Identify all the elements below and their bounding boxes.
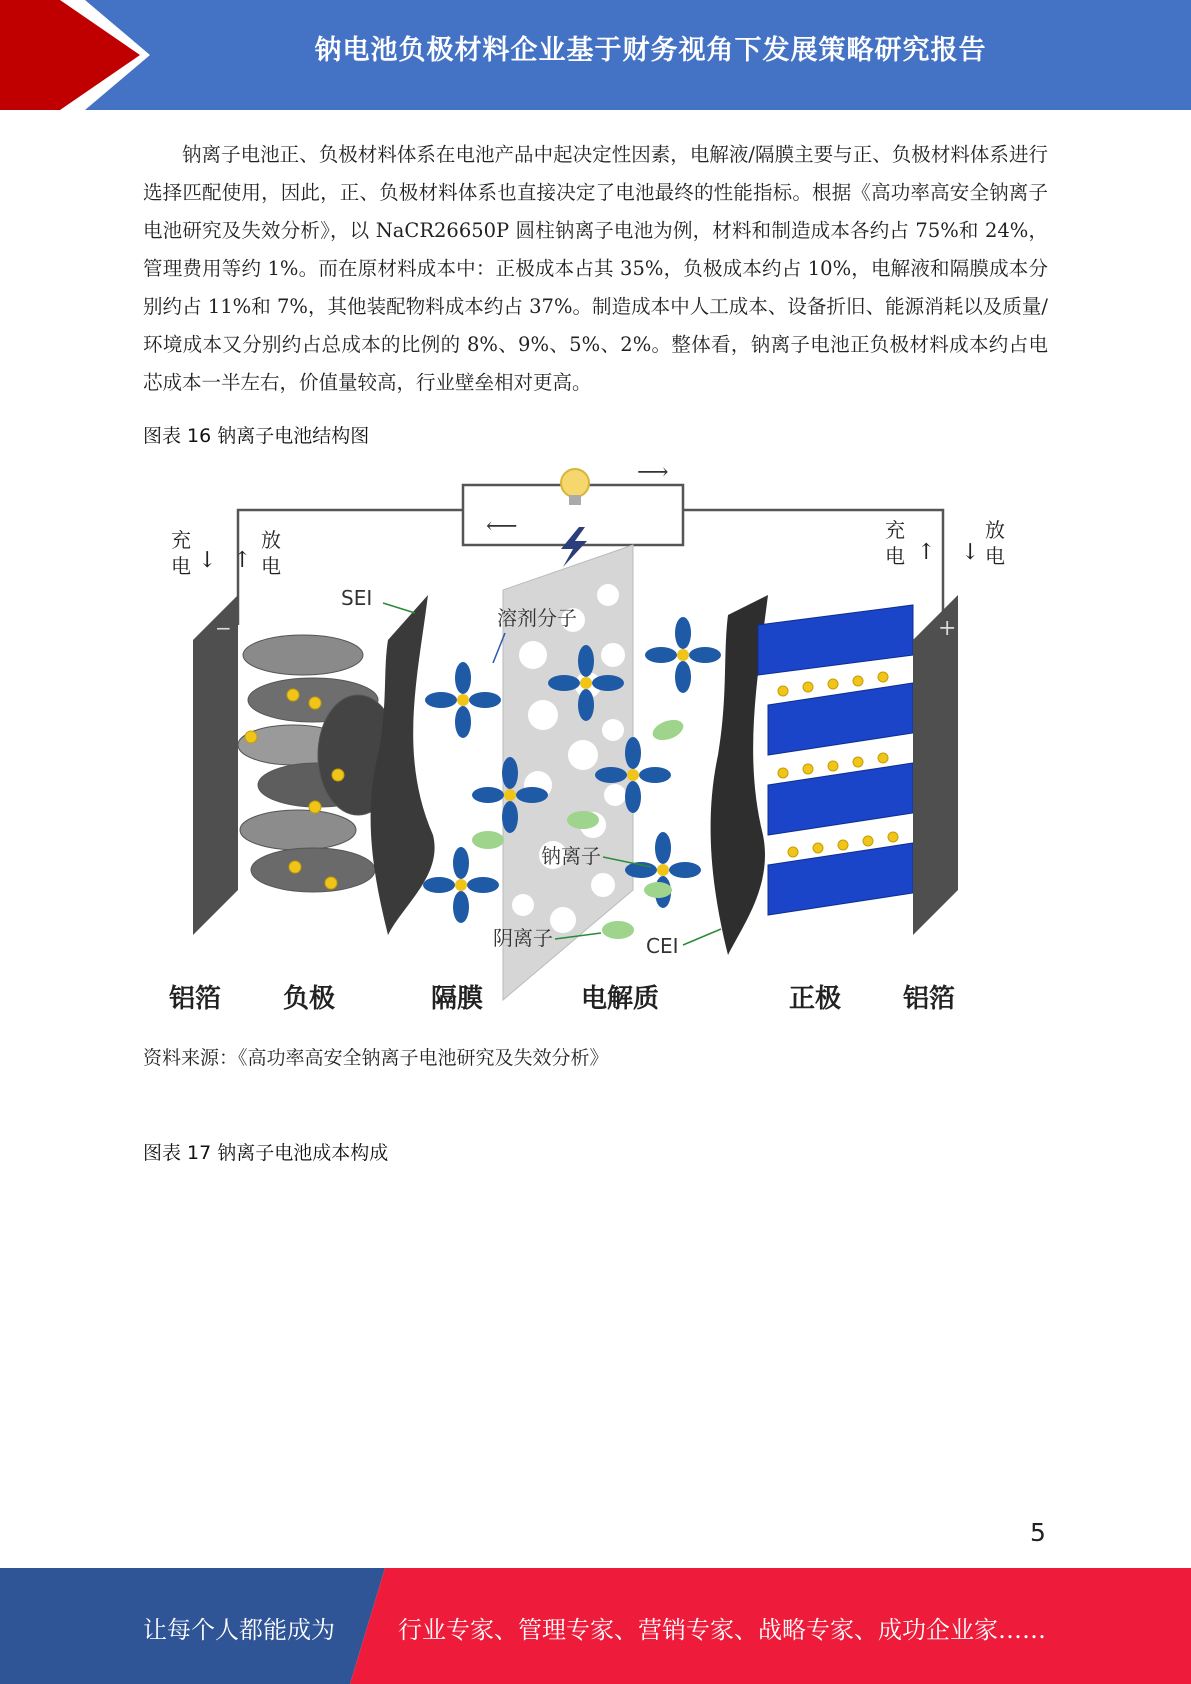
charge-label-left-2: 电 xyxy=(171,554,191,578)
discharge-label-right-2: 电 xyxy=(985,544,1005,568)
charge-label-right-1: 充 xyxy=(885,518,905,542)
page-header xyxy=(0,0,1191,110)
bottom-label-separator: 隔膜 xyxy=(431,984,484,1014)
arrow-down-icon: ↓ xyxy=(198,548,217,573)
electron-arrow-left-icon: ⟵ xyxy=(486,514,518,539)
bottom-label-foil-right: 铝箔 xyxy=(903,984,956,1014)
discharge-label-left-2: 电 xyxy=(261,554,281,578)
arrow-down-icon: ↓ xyxy=(961,540,980,565)
arrow-up-icon: ↑ xyxy=(233,548,252,573)
bottom-label-electrolyte: 电解质 xyxy=(581,984,660,1014)
bottom-label-foil-left: 铝箔 xyxy=(169,984,222,1014)
solvent-label: 溶剂分子 xyxy=(497,606,577,630)
battery-structure-svg xyxy=(143,455,1043,1020)
header-title: 钠电池负极材料企业基于财务视角下发展策略研究报告 xyxy=(314,35,987,66)
bottom-label-anode: 负极 xyxy=(283,984,336,1014)
footer-right-text: 行业专家、管理专家、营销专家、战略专家、成功企业家…… xyxy=(398,1616,1046,1644)
footer-left-text: 让每个人都能成为 xyxy=(143,1616,335,1644)
page-footer xyxy=(0,1568,1191,1684)
cei-label: CEI xyxy=(646,934,679,958)
figure-17-caption: 图表 17 钠离子电池成本构成 xyxy=(143,1142,389,1164)
electron-arrow-right-icon: ⟶ xyxy=(637,460,669,485)
bottom-label-cathode: 正极 xyxy=(789,984,842,1014)
page-number: 5 xyxy=(1030,1518,1046,1547)
figure-16-caption: 图表 16 钠离子电池结构图 xyxy=(143,425,370,447)
bottom-labels xyxy=(169,983,955,1014)
discharge-label-left-1: 放 xyxy=(261,528,281,552)
charge-label-right-2: 电 xyxy=(885,544,905,568)
minus-sign: − xyxy=(215,616,232,640)
sodium-ion-label: 钠离子 xyxy=(541,844,601,868)
bulb-icon xyxy=(561,469,589,505)
battery-structure-diagram xyxy=(143,455,1043,1020)
cathode-layers xyxy=(758,605,913,915)
discharge-label-right-1: 放 xyxy=(985,518,1005,542)
figure-16-source: 资料来源：《高功率高安全钠离子电池研究及失效分析》 xyxy=(143,1047,609,1069)
sei-label: SEI xyxy=(341,586,373,610)
right-foil xyxy=(913,595,958,935)
lightning-icon xyxy=(561,527,587,567)
left-foil xyxy=(193,595,238,935)
anion-label: 阴离子 xyxy=(493,926,553,950)
arrow-up-icon: ↑ xyxy=(917,540,936,565)
plus-sign: + xyxy=(938,616,957,641)
charge-label-left-1: 充 xyxy=(171,528,191,552)
body-paragraph: 钠离子电池正、负极材料体系在电池产品中起决定性因素，电解液/隔膜主要与正、负极材料体系进行选择匹配使用，因此，正、负极材料体系也直接决定了电池最终的性能指标。根据《高功率高安全钠离子电池研究及失效分析》，以 NaCR26650P 圆柱钠离子电池为例，材料和制造成本各约占 75%和 24%，管理费用等约 1%。而在原材料成本中：正极成本占其 35%，负极成本约占 10%，电解液和隔膜成本分别约占 11%和 7%，其他装配物料成本约占 37%。制造成本中人工成本、设备折旧、能源消耗以及质量/环境成本又分别约占总成本的比例的 8%、9%、5%、2%。整体看，钠离子电池正负极材料成本约占电芯成本一半左右，价值量较高，行业壁垒相对更高。 xyxy=(143,143,1048,394)
